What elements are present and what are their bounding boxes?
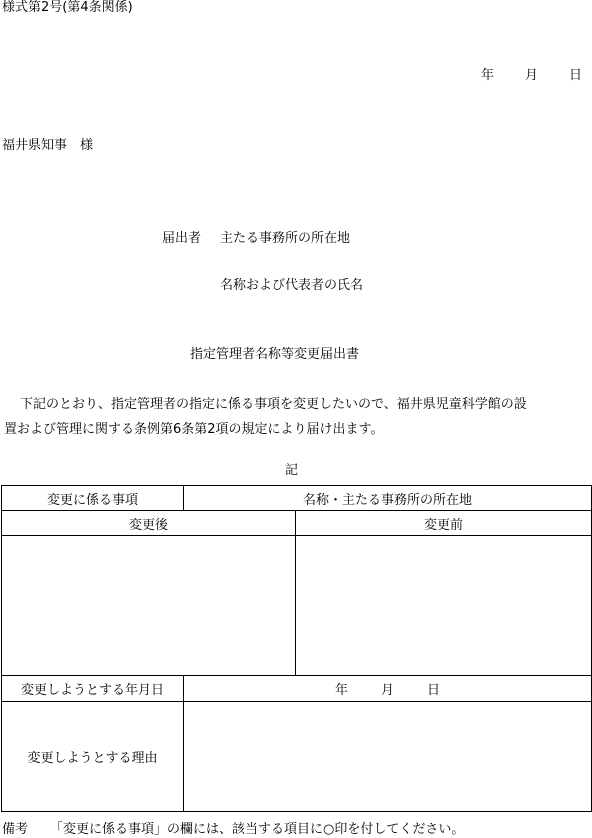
- change-date-year: 年: [334, 683, 348, 698]
- change-date-value: [184, 676, 592, 702]
- before-label: 変更前: [296, 511, 592, 536]
- change-date-month: 月: [380, 683, 394, 698]
- reason-cell: [184, 702, 592, 812]
- after-cell: [2, 536, 296, 676]
- change-item-table: [1, 485, 592, 511]
- note: [2, 822, 464, 838]
- submitter-address-label: 主たる事務所の所在地: [220, 231, 351, 246]
- change-item-value: 名称・主たる事務所の所在地: [184, 486, 592, 511]
- submitter-role-label: 届出者: [162, 231, 202, 246]
- body-line-1: 下記のとおり、指定管理者の指定に係る事項を変更したいので、福井県児童科学館の設: [20, 397, 527, 412]
- reason-label: 変更しようとする理由: [2, 702, 184, 812]
- change-item-label: 変更に係る事項: [2, 486, 184, 511]
- before-cell: [296, 536, 592, 676]
- date-reason-table: [1, 675, 592, 812]
- change-date-day: 日: [426, 683, 440, 698]
- submitter-name-label: 名称および代表者の氏名: [220, 278, 364, 293]
- note-text: 「変更に係る事項」の欄には、該当する項目に○印を付してください。: [50, 822, 465, 837]
- after-label: 変更後: [2, 511, 296, 536]
- before-after-table: [1, 510, 592, 676]
- date-month: 月: [525, 68, 539, 83]
- addressee: 福井県知事 様: [2, 138, 94, 153]
- body-line-2: 置および管理に関する条例第6条第2項の規定により届け出ます。: [4, 422, 384, 437]
- document-title: 指定管理者名称等変更届出書: [190, 347, 360, 362]
- ki-label: 記: [285, 463, 299, 478]
- date-year: 年: [481, 68, 495, 83]
- change-date-label: 変更しようとする年月日: [2, 676, 184, 702]
- date-day: 日: [569, 68, 583, 83]
- form-number: 様式第2号(第4条関係): [2, 0, 133, 15]
- note-label: 備考: [2, 822, 29, 837]
- body-paragraph: [4, 392, 588, 442]
